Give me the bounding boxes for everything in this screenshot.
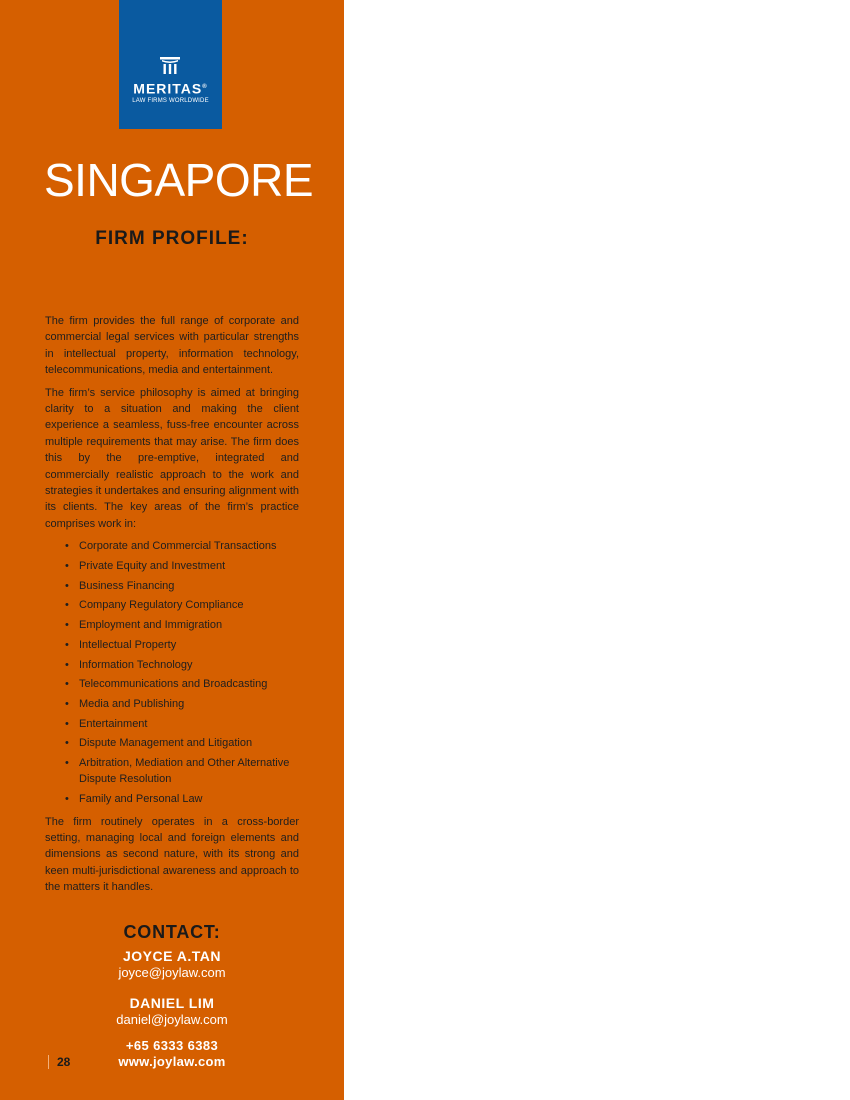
bullet-icon: • xyxy=(65,793,69,806)
practice-area-item xyxy=(65,538,299,554)
practice-area-label: Corporate and Commercial Transactions xyxy=(79,540,277,553)
practice-area-item xyxy=(65,716,299,732)
practice-area-label: Information Technology xyxy=(79,658,193,671)
practice-areas-list xyxy=(45,538,299,807)
contact-website[interactable]: www.joylaw.com xyxy=(118,1054,226,1069)
practice-area-label: Family and Personal Law xyxy=(79,793,203,806)
logo-name: MERITAS® xyxy=(133,80,208,97)
intro-paragraph-1: The firm provides the full range of corporate and commercial legal services with particular strengths in intellectual property, information technology, telecommunications, media and entertainment. xyxy=(45,315,299,377)
profile-body xyxy=(45,313,299,902)
practice-area-item xyxy=(65,696,299,712)
bullet-icon: • xyxy=(65,678,69,691)
practice-area-label: Private Equity and Investment xyxy=(79,559,226,572)
column-icon xyxy=(159,57,181,75)
bullet-icon: • xyxy=(65,717,69,730)
contact-name-1: JOYCE A.TAN xyxy=(122,948,222,964)
practice-area-item xyxy=(65,558,299,574)
practice-area-label: Arbitration, Mediation and Other Alternative Dispute Resolution xyxy=(79,757,290,786)
page-title: SINGAPORE xyxy=(44,154,314,206)
practice-area-item xyxy=(65,676,299,692)
contact-email-1[interactable]: joyce@joylaw.com xyxy=(118,965,226,980)
practice-area-item xyxy=(65,657,299,673)
practice-area-item xyxy=(65,637,299,653)
practice-area-label: Media and Publishing xyxy=(79,697,185,710)
bullet-icon: • xyxy=(65,737,69,750)
practice-area-label: Telecommunications and Broadcasting xyxy=(79,678,268,691)
contact-email-2[interactable]: daniel@joylaw.com xyxy=(116,1012,228,1027)
contact-heading: CONTACT: xyxy=(123,922,221,942)
practice-area-item xyxy=(65,578,299,594)
practice-area-item xyxy=(65,755,299,788)
section-heading: FIRM PROFILE: xyxy=(95,228,249,249)
sidebar-panel xyxy=(0,0,344,1100)
practice-area-item xyxy=(65,791,299,807)
practice-area-label: Dispute Management and Litigation xyxy=(79,737,253,750)
practice-area-label: Company Regulatory Compliance xyxy=(79,599,244,612)
bullet-icon: • xyxy=(65,599,69,612)
contact-name-2: DANIEL LIM xyxy=(129,995,215,1011)
practice-area-label: Business Financing xyxy=(79,579,175,592)
bullet-icon: • xyxy=(65,540,69,553)
contact-phone: +65 6333 6383 xyxy=(125,1038,219,1053)
bullet-icon: • xyxy=(65,559,69,572)
page-number: 28 xyxy=(48,1055,70,1069)
bullet-icon: • xyxy=(65,658,69,671)
bullet-icon: • xyxy=(65,619,69,632)
bullet-icon: • xyxy=(65,579,69,592)
intro-paragraph-2: The firm’s service philosophy is aimed at bringing clarity to a situation and making the client experience a seamless, fuss-free encounter across multiple requirements that may arise. The firm does this by the pre-emptive, integrated and commercially realistic approach to the work and strategies it undertakes and ensuring alignment with its clients. The key areas of the firm’s practice comprises work in: xyxy=(45,386,299,530)
practice-area-label: Employment and Immigration xyxy=(79,619,223,632)
practice-area-label: Entertainment xyxy=(79,717,148,730)
bullet-icon: • xyxy=(65,638,69,651)
meritas-logo xyxy=(119,0,222,129)
bullet-icon: • xyxy=(65,757,69,770)
practice-area-item xyxy=(65,735,299,751)
bullet-icon: • xyxy=(65,697,69,710)
practice-area-item xyxy=(65,597,299,613)
contact-block xyxy=(0,920,344,1070)
practice-area-label: Intellectual Property xyxy=(79,638,177,651)
practice-area-item xyxy=(65,617,299,633)
closing-paragraph: The firm routinely operates in a cross-border setting, managing local and foreign elements and dimensions as second nature, with its strong and keen multi-jurisdictional awareness and approach to the matters it handles. xyxy=(45,815,299,894)
logo-tagline: LAW FIRMS WORLDWIDE xyxy=(132,98,209,104)
